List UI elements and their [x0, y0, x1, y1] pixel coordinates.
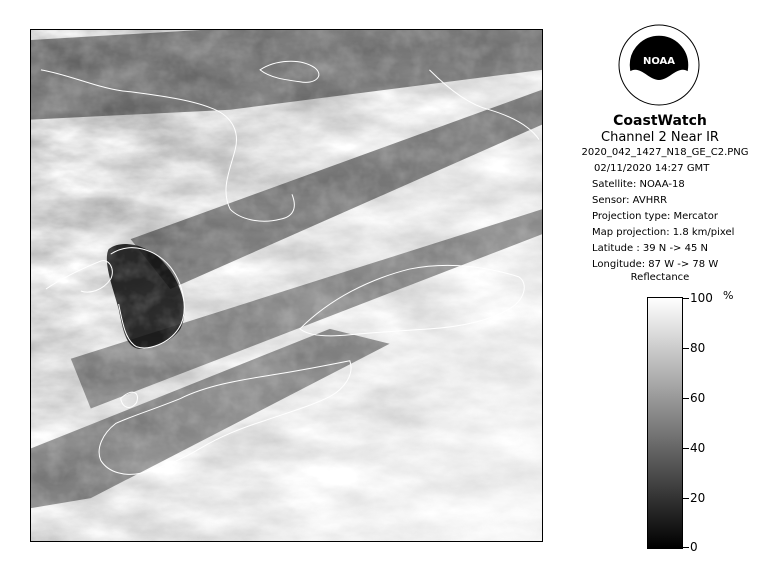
- sensor-info: Sensor: AVHRR: [592, 195, 668, 206]
- projection-type-info: Projection type: Mercator: [592, 211, 718, 222]
- colorbar-tick-label: 40: [690, 441, 706, 455]
- noaa-logo-text: NOAA: [642, 56, 676, 67]
- file-name: 2020_042_1427_N18_GE_C2.PNG: [581, 147, 749, 158]
- brand-title: CoastWatch: [613, 113, 707, 129]
- colorbar-tick: [683, 547, 689, 548]
- colorbar-tick-label: 60: [690, 391, 706, 405]
- reflectance-colorbar: [647, 297, 683, 549]
- noaa-logo: [618, 24, 700, 106]
- colorbar-tick: [683, 398, 689, 399]
- colorbar-unit: %: [723, 289, 734, 302]
- latitude-info: Latitude : 39 N -> 45 N: [592, 243, 708, 254]
- colorbar-tick-label: 80: [690, 341, 706, 355]
- satellite-image: [30, 29, 543, 542]
- colorbar-tick: [683, 348, 689, 349]
- colorbar-tick-label: 20: [690, 491, 706, 505]
- colorbar-tick: [683, 498, 689, 499]
- colorbar-tick-label: 100: [690, 291, 713, 305]
- channel-label: Channel 2 Near IR: [601, 130, 719, 145]
- map-projection-info: Map projection: 1.8 km/pixel: [592, 227, 735, 238]
- colorbar-tick: [683, 298, 689, 299]
- satellite-info: Satellite: NOAA-18: [592, 179, 685, 190]
- longitude-info: Longitude: 87 W -> 78 W: [592, 259, 719, 270]
- colorbar-tick: [683, 448, 689, 449]
- colorbar-tick-label: 0: [690, 540, 698, 554]
- date-time: 02/11/2020 14:27 GMT: [594, 163, 710, 174]
- colorbar-label: Reflectance: [630, 272, 690, 283]
